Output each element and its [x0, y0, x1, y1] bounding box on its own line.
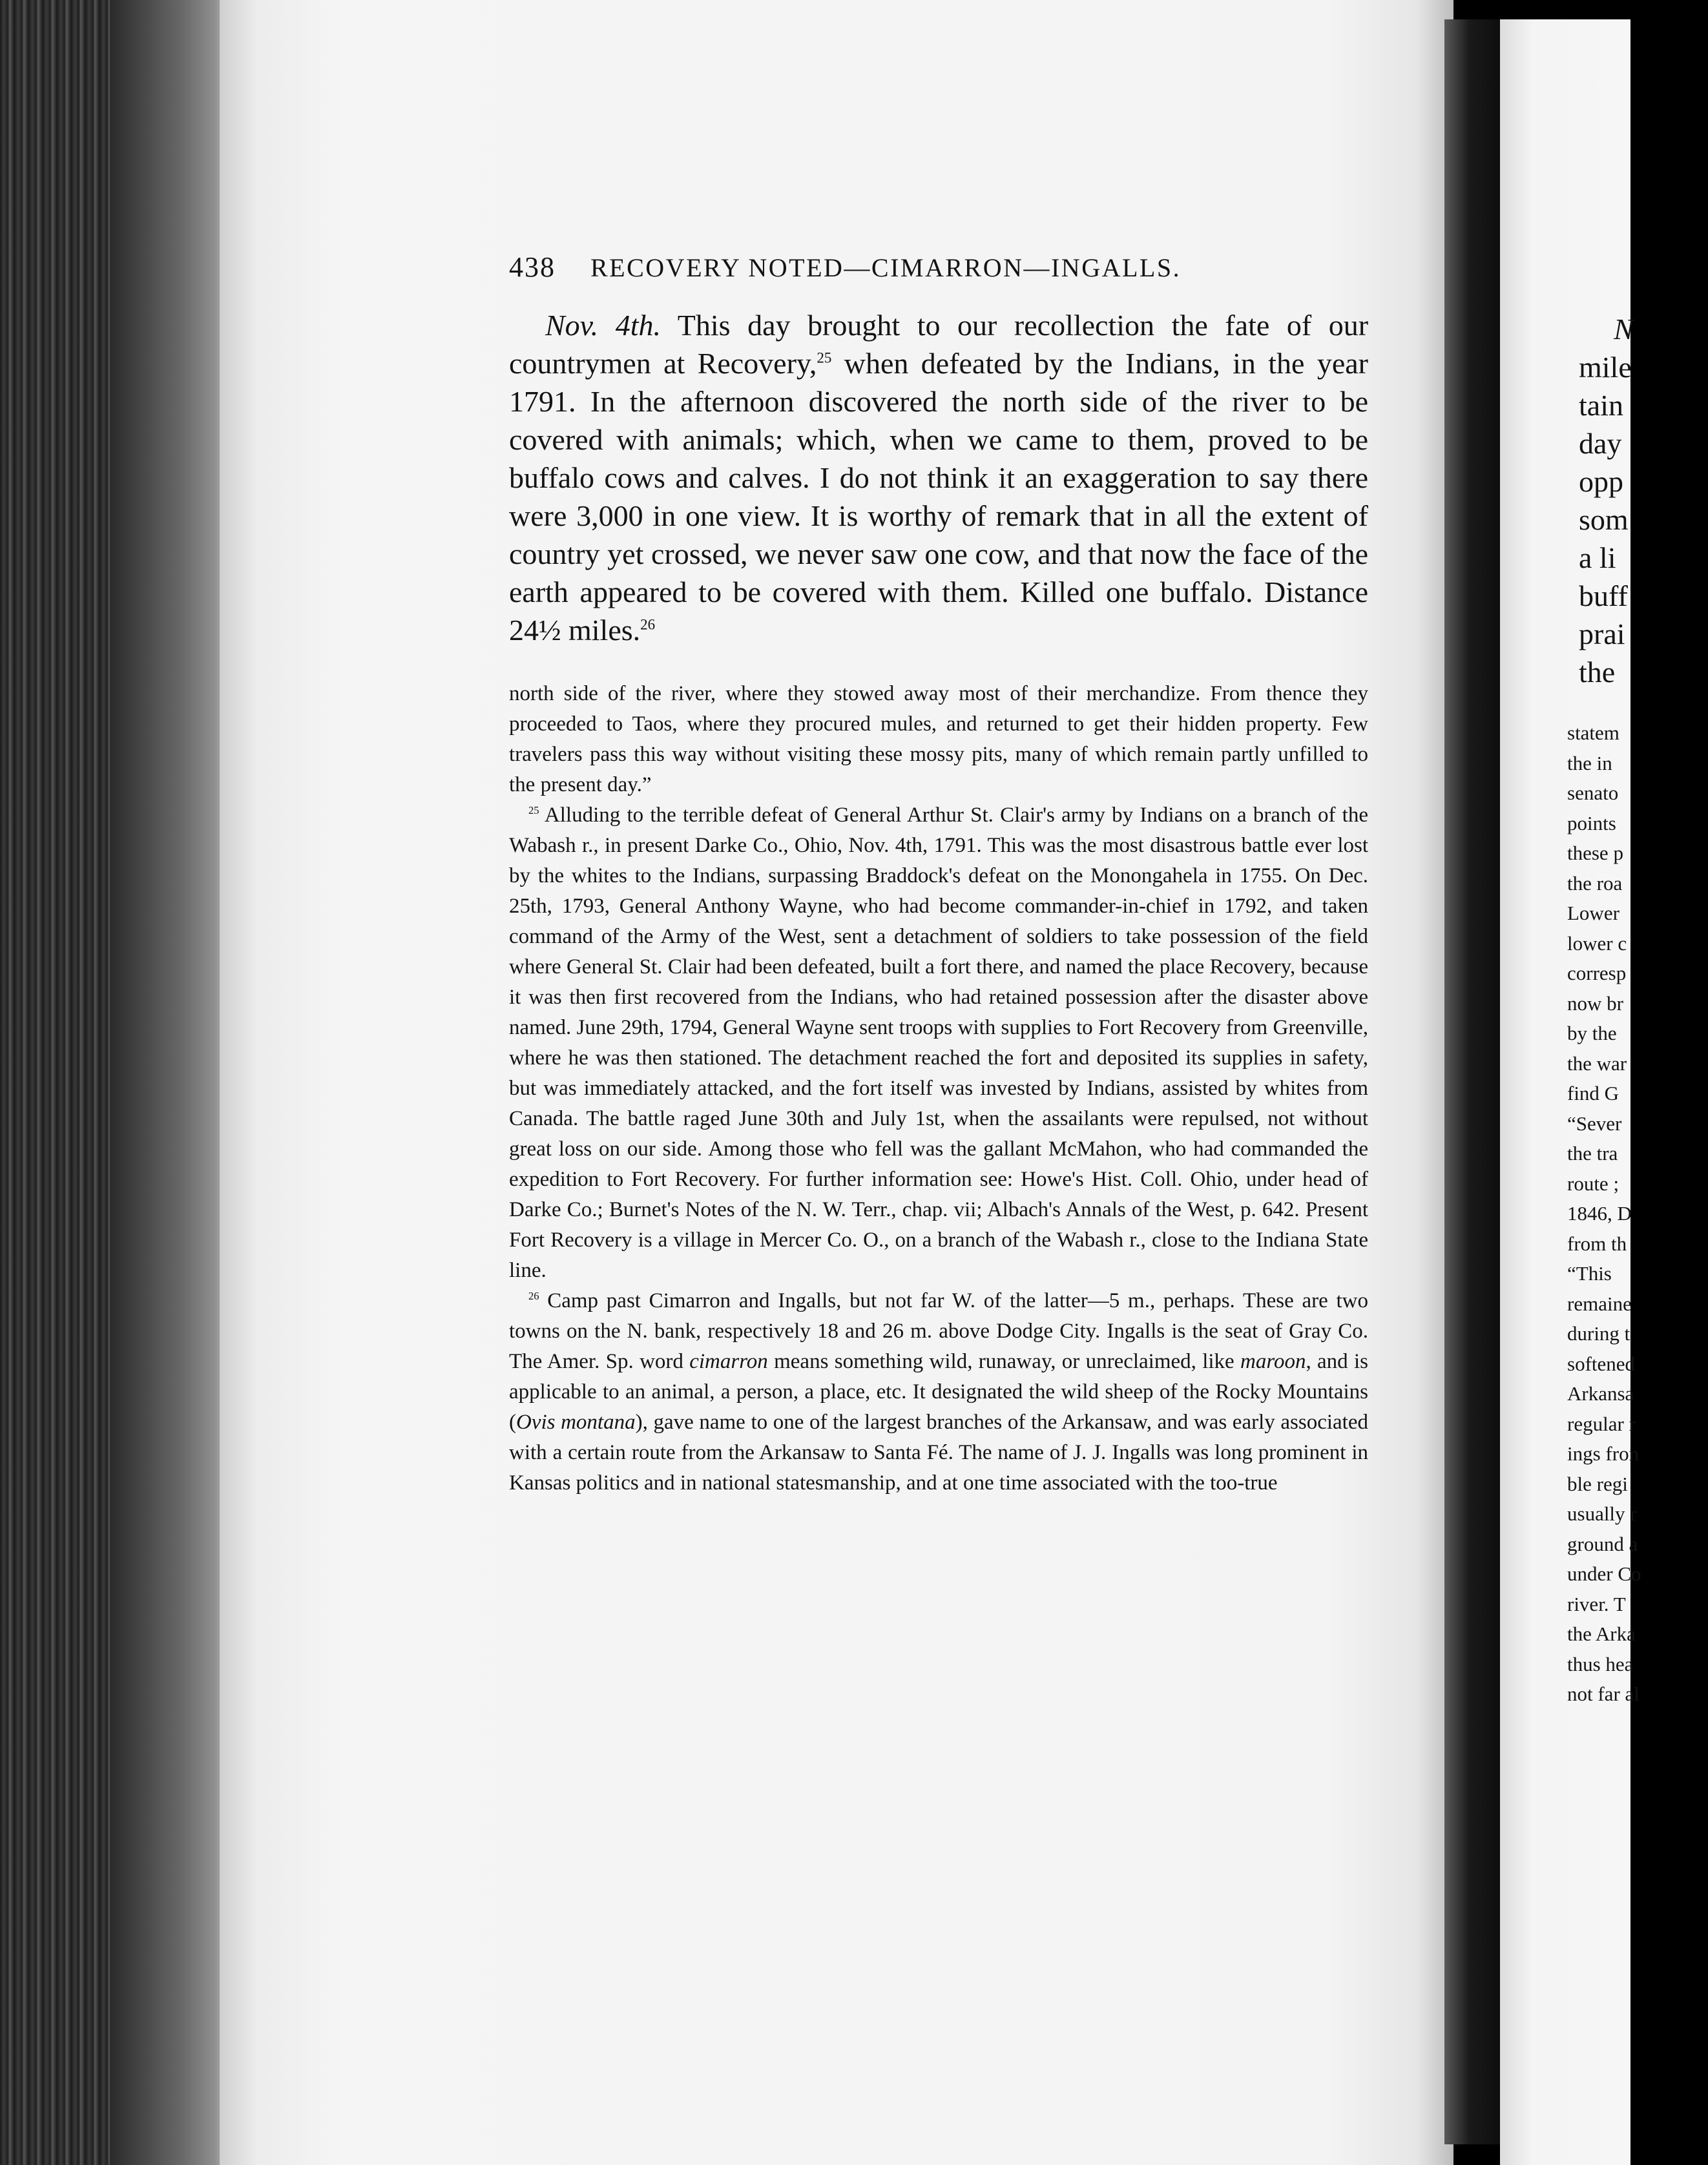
- right-note-line: under Co: [1567, 1562, 1641, 1585]
- right-note-line: the in: [1567, 751, 1612, 774]
- right-main-line: prai: [1579, 617, 1625, 650]
- footnote-ref-25: 25: [817, 349, 832, 366]
- stacked-page-edges: [0, 0, 233, 2165]
- right-note-line: ings fron: [1567, 1442, 1640, 1465]
- right-main-line: som: [1579, 503, 1629, 536]
- right-note-line: not far al: [1567, 1683, 1640, 1705]
- entry-date: Nov. 4th.: [545, 309, 661, 342]
- footnote-26-marker: 26: [528, 1290, 539, 1302]
- right-note-line: regular r: [1567, 1412, 1636, 1435]
- right-note-line: route ;: [1567, 1172, 1619, 1195]
- footnotes: [509, 679, 1368, 1498]
- footnote-25-text: Alluding to the terrible defeat of General Arthur St. Clair's army by Indians on a branch of the Wabash r., in present Darke Co., Ohio, Nov. 4th, 1791. This was the most disastrous battle ever lost by the whites to the Indians, surpassing Braddock's defeat on the Monongahela in 1755. On Dec. 25th, 1793, General Anthony Wayne, who had become commander-in-chief in 1792, and taken command of the Army of the West, sent a detachment of soldiers to take possession of the field where General St. Clair had been defeated, built a fort there, and named the place Recovery, because it was then first recovered from the Indians, who had retained possession after the disaster above named. June 29th, 1794, General Wayne sent troops with supplies to Fort Recovery from Greenville, where he was then stationed. The detachment reached the fort and deposited its supplies in safety, but was immediately attacked, and the fort itself was invested by Indians, assisted by whites from Canada. The battle raged June 30th and July 1st, when the assailants were repulsed, not without great loss on our side. Among those who fell was the gallant McMahon, who had commanded the expedition to Fort Recovery. For further information see: Howe's Hist. Coll. Ohio, under head of Darke Co.; Burnet's Notes of the N. W. Terr., chap. vii; Albach's Annals of the West, p. 642. Present Fort Recovery is a village in Mercer Co. O., on a branch of the Wabash r., close to the Indiana State line.: [509, 803, 1368, 1282]
- right-note-line: river. T: [1567, 1592, 1626, 1615]
- right-note-line: by the: [1567, 1022, 1617, 1044]
- right-note-line: usually r: [1567, 1502, 1637, 1525]
- right-note-line: from th: [1567, 1232, 1627, 1255]
- right-note-line: thus hea: [1567, 1652, 1634, 1675]
- right-main-line: the: [1579, 656, 1616, 689]
- right-note-line: ground a: [1567, 1532, 1638, 1555]
- italic-word-ovis-montana: Ovis montana: [516, 1411, 636, 1434]
- right-note-line: find G: [1567, 1082, 1619, 1104]
- right-main-line: buff: [1579, 579, 1628, 612]
- page-number: 438: [509, 251, 556, 283]
- running-head-title: RECOVERY NOTED—CIMARRON—INGALLS.: [590, 253, 1182, 282]
- right-main-line: opp: [1579, 465, 1623, 498]
- right-note-line: senato: [1567, 782, 1619, 804]
- entry-text-part-2: when defeated by the Indians, in the year 1791. In the afternoon discovered the north side of the river to be covered with animals; which, when we came to them, proved to be buffalo cows and calves. I do not think it an exaggeration to say there were 3,000 in one view. It is worthy of remark that in all the extent of country yet crossed, we never saw one cow, and that now the face of the earth appeared to be covered with them. Killed one buffalo. Distance 24½ miles.: [509, 347, 1368, 647]
- footnote-continued: north side of the river, where they stowed away most of their merchandize. From thence they proceeded to Taos, where they procured mules, and returned to get their hidden property. Few travelers pass this way without visiting these mossy pits, many of which remain partly unfilled to the present day.”: [509, 682, 1368, 796]
- right-main-line: N: [1614, 313, 1634, 346]
- right-main-line: tain: [1579, 389, 1623, 422]
- journal-entry: [509, 306, 1368, 649]
- right-note-line: these p: [1567, 842, 1623, 864]
- footnote-26: [509, 1286, 1368, 1498]
- entry-text-part-1: This day brought to our recollection the fate of our countrymen at Recovery,: [509, 309, 1369, 380]
- running-head: [509, 251, 1368, 289]
- right-page-main-text: [1579, 310, 1708, 691]
- right-main-line: mile: [1579, 351, 1632, 384]
- footnote-ref-26: 26: [640, 616, 656, 633]
- right-note-line: the roa: [1567, 871, 1623, 895]
- right-note-line: ble regi: [1567, 1472, 1628, 1495]
- right-note-line: remaine: [1567, 1292, 1632, 1315]
- right-note-line: during t: [1567, 1322, 1630, 1345]
- italic-word-cimarron: cimarron: [689, 1350, 768, 1373]
- right-main-line: day: [1579, 427, 1622, 460]
- book-gutter: [1444, 19, 1506, 2144]
- right-note-line: statem: [1567, 721, 1619, 744]
- footnote-25: [509, 800, 1368, 1286]
- right-main-line: a li: [1579, 541, 1616, 574]
- right-note-line: 1846, D: [1567, 1202, 1632, 1225]
- right-page-notes-text: [1567, 718, 1696, 1710]
- right-note-line: “Sever: [1567, 1112, 1622, 1135]
- right-note-line: lower c: [1567, 931, 1627, 955]
- right-note-line: the war: [1567, 1051, 1627, 1075]
- right-note-line: softened: [1567, 1352, 1636, 1375]
- footnote-26-text-b: means something wild, runaway, or unreclaimed, like: [767, 1350, 1241, 1373]
- footnote-26-text-d: ), gave name to one of the largest branches of the Arkansaw, and was early associated with a certain route from the Arkansaw to Santa Fé. The name of J. J. Ingalls was long prominent in Kansas politics and in national statesmanship, and at one time associated with the too-true: [509, 1411, 1368, 1495]
- right-note-line: now br: [1567, 991, 1623, 1015]
- footnote-26-text-c: , and is applicable to an animal, a person, a place, etc. It designated the wild sheep of the Rocky Mountains (: [509, 1350, 1368, 1434]
- right-note-line: Lower: [1567, 902, 1619, 924]
- footnote-25-marker: 25: [528, 804, 539, 816]
- footnote-26-text-a: Camp past Cimarron and Ingalls, but not far W. of the latter—5 m., perhaps. These are two towns on the N. bank, respectively 18 and 26 m. above Dodge City. Ingalls is the seat of Gray Co. The Amer. Sp. word: [509, 1289, 1368, 1373]
- right-note-line: the Arka: [1567, 1622, 1636, 1645]
- right-note-line: the tra: [1567, 1142, 1618, 1165]
- right-note-line: points: [1567, 811, 1616, 834]
- right-note-line: “This: [1567, 1262, 1612, 1285]
- left-page-content: [509, 251, 1368, 1498]
- right-note-line: Arkansa: [1567, 1382, 1634, 1405]
- right-note-line: corresp: [1567, 962, 1627, 984]
- italic-word-maroon: maroon: [1240, 1350, 1306, 1373]
